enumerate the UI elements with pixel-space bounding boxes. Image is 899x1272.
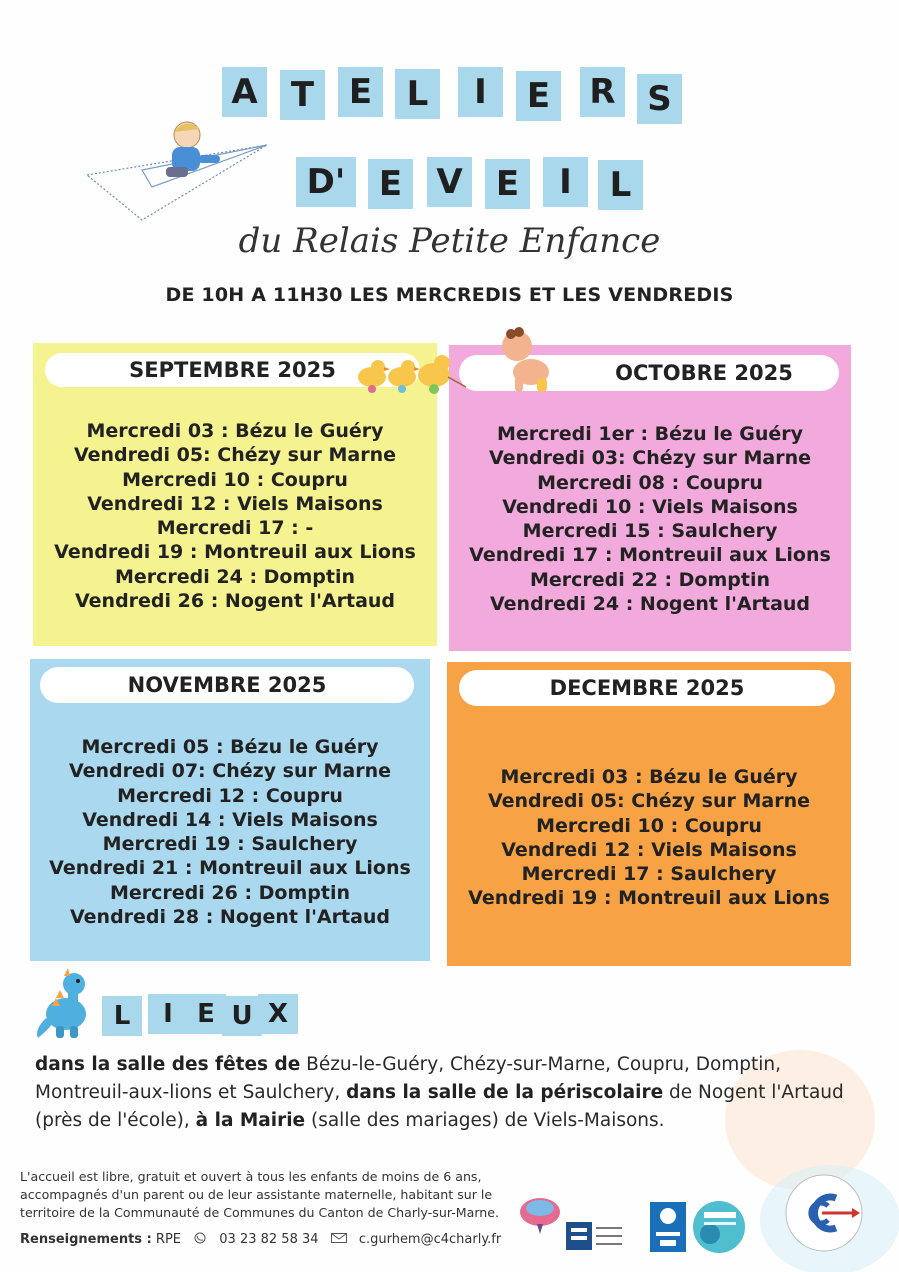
schedule-line: Vendredi 12 : Viels Maisons: [501, 838, 797, 861]
msa-logo: [566, 1222, 626, 1252]
relais-petite-enfance-logo: [692, 1200, 746, 1254]
month-title-text: OCTOBRE 2025: [615, 361, 793, 385]
lieux-bold-2: dans la salle de la périscolaire: [346, 1082, 664, 1103]
lieux-text-2: de Nogent l'Artaud (près de l'école),: [35, 1082, 844, 1131]
schedule-line: Mercredi 26 : Domptin: [109, 881, 351, 904]
title-letter: V: [427, 157, 472, 207]
schedule-line: Vendredi 05: Chézy sur Marne: [487, 790, 811, 813]
schedule-line: Mercredi 10 : Coupru: [122, 468, 348, 491]
title-letter: R: [580, 67, 625, 117]
lieux-bold-3: à la Mairie: [195, 1110, 306, 1131]
lieux-letter: L: [102, 996, 142, 1036]
schedule-line: Mercredi 17 : -: [156, 517, 314, 540]
schedule-line: Vendredi 24 : Nogent l'Artaud: [489, 593, 811, 616]
schedule-line: Vendredi 21 : Montreuil aux Lions: [49, 857, 411, 880]
contact-label: Renseignements :: [20, 1232, 152, 1247]
subtitle: du Relais Petite Enfance: [238, 221, 661, 261]
month-box-november: [30, 659, 430, 961]
month-schedule: [30, 735, 430, 929]
schedule-line: Vendredi 17 : Montreuil aux Lions: [469, 544, 831, 567]
schedule-line: Mercredi 03 : Bézu le Guéry: [500, 766, 798, 788]
title-letter: L: [598, 160, 643, 210]
contact-line: [20, 1232, 501, 1247]
schedule-line: Vendredi 03: Chézy sur Marne: [488, 447, 812, 470]
schedule-line: Vendredi 10 : Viels Maisons: [502, 495, 798, 518]
phone-number: 03 23 82 58 34: [219, 1232, 319, 1247]
month-title: SEPTEMBRE 2025: [45, 353, 420, 387]
schedule-line: Mercredi 05 : Bézu le Guéry: [81, 736, 379, 758]
boy-on-paper-plane-illustration: [82, 115, 272, 225]
schedule-line: Vendredi 05: Chézy sur Marne: [73, 444, 397, 467]
title-letter: E: [485, 159, 530, 209]
month-schedule: [449, 422, 851, 616]
lieux-letter: U: [222, 996, 262, 1036]
contact-org: RPE: [155, 1232, 181, 1247]
email-icon: [331, 1233, 347, 1243]
title-letter: T: [280, 70, 325, 120]
title-letter: D': [296, 157, 356, 207]
title-letter: A: [222, 67, 267, 117]
title-letter: S: [637, 74, 682, 124]
caf-logo: [650, 1202, 686, 1252]
month-title: DECEMBRE 2025: [459, 670, 835, 706]
schedule-line: Mercredi 1er : Bézu le Guéry: [496, 423, 804, 445]
dinosaur-illustration: [34, 968, 99, 1040]
spinning-top-logo: [517, 1188, 563, 1236]
lieux-description: [35, 1051, 875, 1135]
title-letter: L: [395, 69, 440, 119]
schedule-line: Mercredi 24 : Domptin: [114, 565, 356, 588]
schedule-line: Mercredi 19 : Saulchery: [102, 833, 358, 856]
crawling-baby-illustration: [495, 326, 555, 396]
lieux-text-1: Bézu-le-Guéry, Chézy-sur-Marne, Coupru, Domptin, Montreuil-aux-lions et Saulchery,: [35, 1054, 782, 1103]
schedule-line: Vendredi 14 : Viels Maisons: [82, 808, 378, 831]
schedule-hours: DE 10H A 11H30 LES MERCREDIS ET LES VENDREDIS: [165, 284, 734, 306]
month-box-december: [447, 662, 851, 966]
schedule-line: Mercredi 12 : Coupru: [117, 784, 343, 807]
communaute-de-communes-logo: [782, 1168, 866, 1258]
ducks-toy-illustration: [352, 347, 467, 397]
schedule-line: Vendredi 12 : Viels Maisons: [87, 492, 383, 515]
month-schedule: [447, 765, 851, 911]
lieux-letter: I: [148, 994, 188, 1034]
schedule-line: Mercredi 22 : Domptin: [529, 568, 771, 591]
schedule-line: Mercredi 15 : Saulchery: [522, 520, 778, 543]
lieux-bold-1: dans la salle des fêtes de: [35, 1054, 301, 1075]
schedule-line: Mercredi 03 : Bézu le Guéry: [86, 420, 384, 442]
lieux-text-3: (salle des mariages) de Viels-Maisons.: [305, 1110, 665, 1131]
access-notice: L'accueil est libre, gratuit et ouvert à tous les enfants de moins de 6 ans, accompagnés d'un parent ou de leur assistante maternelle, habitant sur le territoire de la Communauté de Communes du Canton de Charly-sur-Marne.: [20, 1169, 500, 1220]
schedule-line: Vendredi 28 : Nogent l'Artaud: [69, 906, 391, 929]
title-letter: E: [338, 67, 383, 117]
lieux-letter: E: [186, 994, 226, 1034]
schedule-line: Mercredi 08 : Coupru: [537, 471, 763, 494]
schedule-line: Vendredi 26 : Nogent l'Artaud: [74, 590, 396, 613]
title-letter: I: [458, 67, 503, 117]
month-schedule: [33, 419, 437, 613]
email-address: c.gurhem@c4charly.fr: [358, 1232, 502, 1247]
lieux-letter: X: [258, 994, 298, 1034]
title-letter: I: [543, 157, 588, 207]
phone-icon: [193, 1232, 207, 1244]
schedule-line: Vendredi 19 : Montreuil aux Lions: [54, 541, 416, 564]
schedule-line: Vendredi 19 : Montreuil aux Lions: [468, 887, 830, 910]
title-letter: E: [516, 71, 561, 121]
schedule-line: Mercredi 17 : Saulchery: [521, 863, 777, 886]
schedule-line: Vendredi 07: Chézy sur Marne: [68, 760, 392, 783]
title-letter: E: [368, 159, 413, 209]
month-title: NOVEMBRE 2025: [40, 667, 414, 703]
schedule-line: Mercredi 10 : Coupru: [536, 814, 762, 837]
